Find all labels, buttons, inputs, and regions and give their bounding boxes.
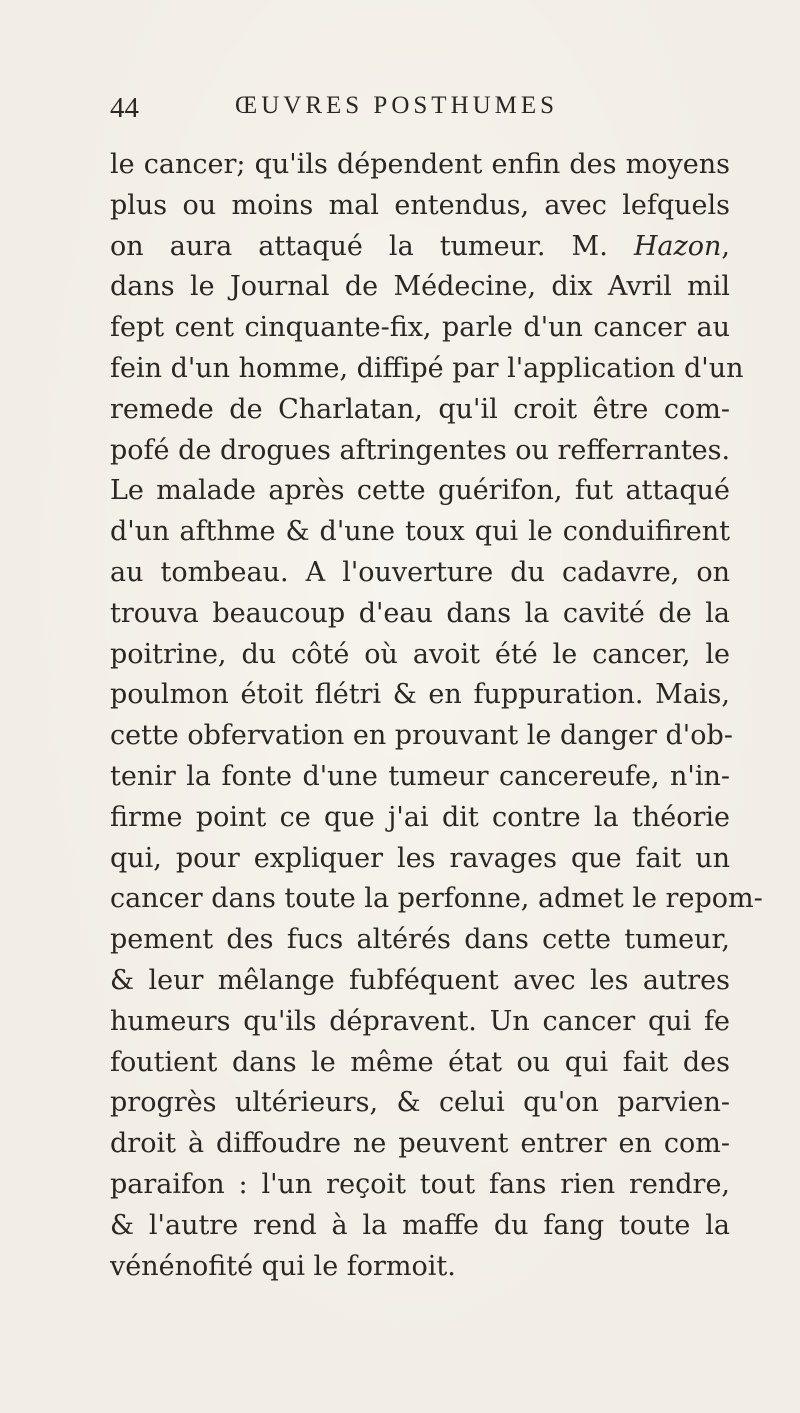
- text-line: qui, pour expliquer les ravages que fait un: [110, 842, 730, 874]
- text-line: remede de Charlatan, qu'il croit être com-: [110, 393, 730, 425]
- line-text: on aura attaqué la tumeur. M.: [110, 230, 608, 262]
- text-line: vénénofité qui le formoit.: [110, 1250, 456, 1282]
- text-line: fein d'un homme, diffipé par l'application d'un: [110, 352, 744, 384]
- text-line: foutient dans le même état ou qui fait des: [110, 1046, 730, 1078]
- text-line: fept cent cinquante-fix, parle d'un cancer au: [110, 312, 730, 344]
- text-line: au tombeau. A l'ouverture du cadavre, on: [110, 556, 730, 588]
- text-line: Le malade après cette guérifon, fut attaqué: [110, 475, 730, 507]
- body-text: [110, 145, 763, 1287]
- text-line: pofé de drogues aftringentes ou refferrantes.: [110, 434, 731, 466]
- text-line-with-name: [110, 227, 730, 268]
- text-line: trouva beaucoup d'eau dans la cavité de la: [110, 597, 730, 629]
- text-line: dans le Journal de Médecine, dix Avril mil: [110, 271, 730, 303]
- text-line: poitrine, du côté où avoit été le cancer, le: [110, 638, 730, 670]
- text-line: humeurs qu'ils dépravent. Un cancer qui fe: [110, 1005, 730, 1037]
- text-line: droit à diffoudre ne peuvent entrer en com-: [110, 1128, 730, 1160]
- text-line: plus ou moins mal entendus, avec lefquels: [110, 189, 730, 221]
- text-line: firme point ce que j'ai dit contre la théorie: [110, 801, 730, 833]
- text-line: paraifon : l'un reçoit tout fans rien rendre,: [110, 1168, 730, 1200]
- text-line: le cancer; qu'ils dépendent enfin des moyens: [110, 149, 730, 180]
- text-line: & l'autre rend à la maffe du fang toute la: [110, 1209, 730, 1241]
- text-line: tenir la fonte d'une tumeur cancereufe, n'in-: [110, 760, 730, 792]
- italic-name: Hazon: [633, 230, 722, 262]
- text-line: & leur mêlange fubféquent avec les autres: [110, 964, 730, 996]
- punctuation: ,: [721, 230, 730, 262]
- page-header: [110, 92, 720, 132]
- text-line: cancer dans toute la perfonne, admet le repom-: [110, 883, 763, 915]
- text-line: pement des fucs altérés dans cette tumeur,: [110, 924, 730, 956]
- text-line: poulmon étoit flétri & en fuppuration. Mais,: [110, 679, 730, 711]
- running-title: ŒUVRES POSTHUMES: [235, 92, 559, 119]
- text-line: cette obfervation en prouvant le danger d'ob-: [110, 720, 733, 752]
- page-number: 44: [110, 92, 139, 124]
- text-line: progrès ultérieurs, & celui qu'on parvien-: [110, 1087, 730, 1119]
- text-line: d'un afthme & d'une toux qui le conduifirent: [110, 516, 730, 548]
